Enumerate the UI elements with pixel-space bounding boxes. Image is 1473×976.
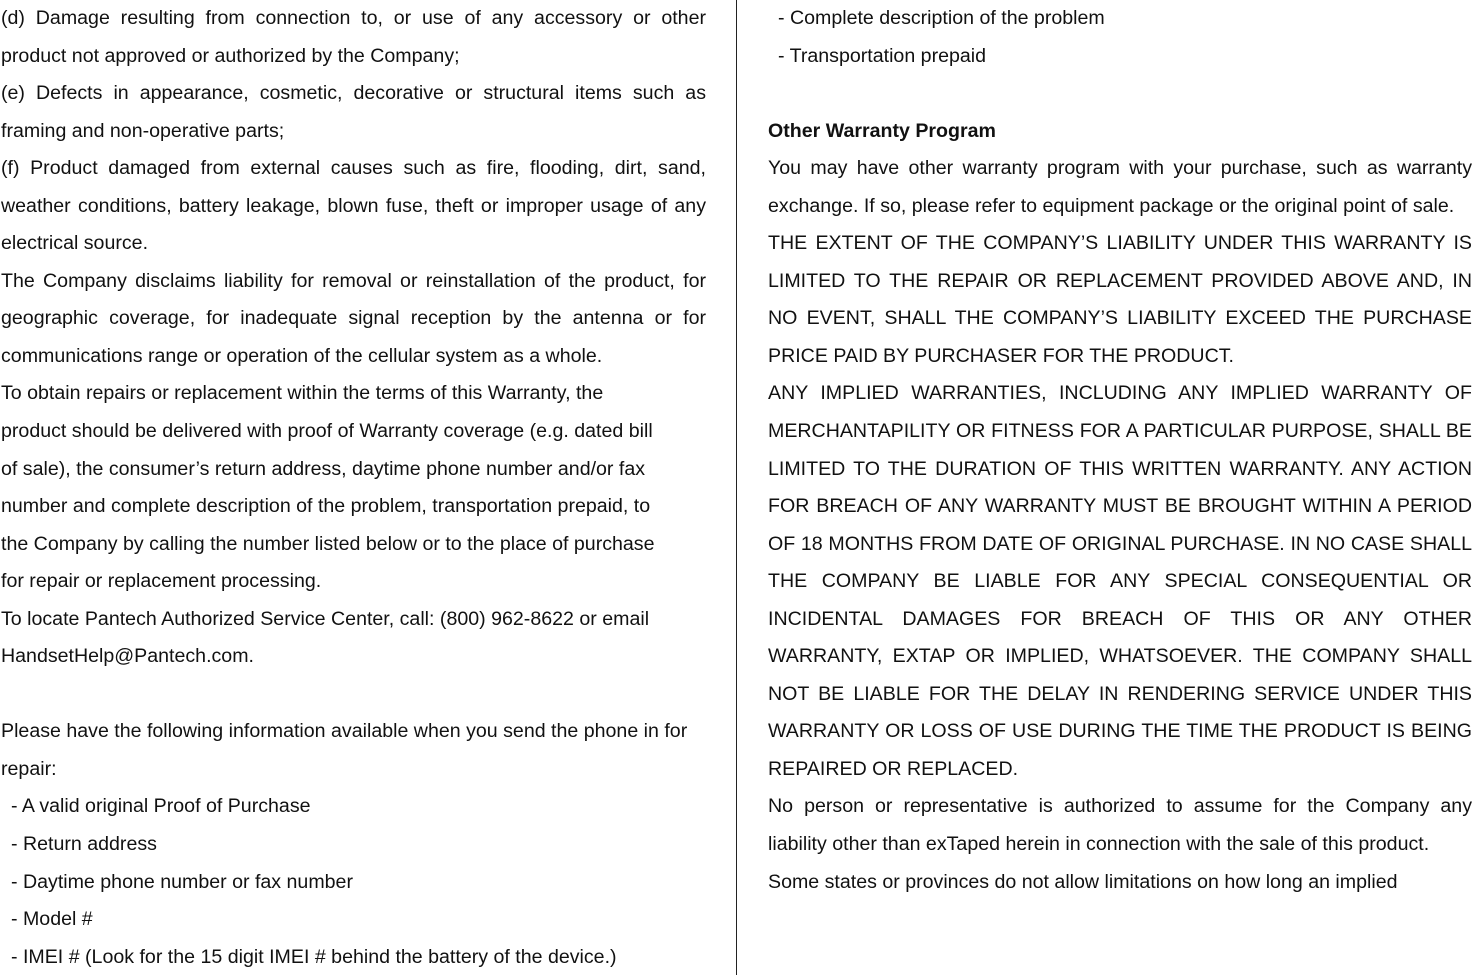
repairs-line: for repair or replacement processing. xyxy=(1,570,322,593)
right-column xyxy=(768,0,1472,901)
checklist-item: - Transportation prepaid xyxy=(778,44,987,67)
locate-line: HandsetHelp@Pantech.com. xyxy=(1,645,254,668)
checklist-item: - Daytime phone number or fax number xyxy=(11,870,353,893)
spacer xyxy=(1,676,706,714)
exclusion-item-f: (f) Product damaged from external causes such as fire, flooding, dirt, sand, weather conditions, battery leakage, blown fuse, theft or improper usage of any electrical source. xyxy=(1,157,706,255)
no-person-paragraph: No person or representative is authorized to assume for the Company any liability other than exTaped herein in connection with the sale of this product. xyxy=(768,795,1472,856)
repairs-line: of sale), the consumer’s return address, daytime phone number and/or fax xyxy=(1,457,646,480)
please-have-paragraph: Please have the following information available when you send the phone in for repair: xyxy=(1,720,688,780)
left-column xyxy=(1,0,706,976)
locate-line: To locate Pantech Authorized Service Center, call: (800) 962-8622 or email xyxy=(1,607,650,630)
some-states-paragraph: Some states or provinces do not allow limitations on how long an implied xyxy=(768,870,1398,893)
checklist-item: - Complete description of the problem xyxy=(778,7,1105,29)
exclusion-item-d: (d) Damage resulting from connection to, or use of any accessory or other product not approved or authorized by the Company; xyxy=(1,7,706,67)
other-program-paragraph: You may have other warranty program with your purchase, such as warranty exchange. If so, please refer to equipment package or the original point of sale. xyxy=(768,157,1472,217)
checklist-item: - Return address xyxy=(11,833,157,856)
column-divider xyxy=(736,0,737,975)
checklist-item: - IMEI # (Look for the 15 digit IMEI # behind the battery of the device.) xyxy=(11,945,617,968)
repairs-line: To obtain repairs or replacement within the terms of this Warranty, the xyxy=(1,382,604,405)
spacer xyxy=(768,75,1472,113)
exclusion-item-e: (e) Defects in appearance, cosmetic, decorative or structural items such as framing and non-operative parts; xyxy=(1,82,706,142)
liability-extent-paragraph: THE EXTENT OF THE COMPANY’S LIABILITY UNDER THIS WARRANTY IS LIMITED TO THE REPAIR OR REPLACEMENT PROVIDED ABOVE AND, IN NO EVENT, SHALL THE COMPANY’S LIABILITY EXCEED THE PURCHASE PRICE PAID BY PURCHASER FOR THE PRODUCT. xyxy=(768,232,1472,367)
section-heading: Other Warranty Program xyxy=(768,119,996,142)
repairs-line: the Company by calling the number listed below or to the place of purchase xyxy=(1,532,655,555)
repairs-line: product should be delivered with proof of Warranty coverage (e.g. dated bill xyxy=(1,420,653,443)
disclaimer-paragraph: The Company disclaims liability for removal or reinstallation of the product, for geographic coverage, for inadequate signal reception by the antenna or for communications range or operation of the cellular system as a whole. xyxy=(1,269,706,367)
checklist-item: - A valid original Proof of Purchase xyxy=(11,795,311,818)
repairs-line: number and complete description of the problem, transportation prepaid, to xyxy=(1,495,651,518)
repairs-paragraph xyxy=(1,375,706,600)
implied-warranties-paragraph: ANY IMPLIED WARRANTIES, INCLUDING ANY IMPLIED WARRANTY OF MERCHANTAPILITY OR FITNESS FOR A PARTICULAR PURPOSE, SHALL BE LIMITED TO THE DURATION OF THIS WRITTEN WARRANTY. ANY ACTION FOR BREACH OF ANY WARRANTY MUST BE BROUGHT WITHIN A PERIOD OF 18 MONTHS FROM DATE OF ORIGINAL PURCHASE. IN NO CASE SHALL THE COMPANY BE LIABLE FOR ANY SPECIAL CONSEQUENTIAL OR INCIDENTAL DAMAGES FOR BREACH OF THIS OR ANY OTHER WARRANTY, EXTAP OR IMPLIED, WHATSOEVER. THE COMPANY SHALL NOT BE LIABLE FOR THE DELAY IN RENDERING SERVICE UNDER THIS WARRANTY OR LOSS OF USE DURING THE TIME THE PRODUCT IS BEING REPAIRED OR REPLACED. xyxy=(768,382,1472,780)
checklist-item: - Model # xyxy=(11,908,93,931)
locate-paragraph xyxy=(1,601,706,676)
